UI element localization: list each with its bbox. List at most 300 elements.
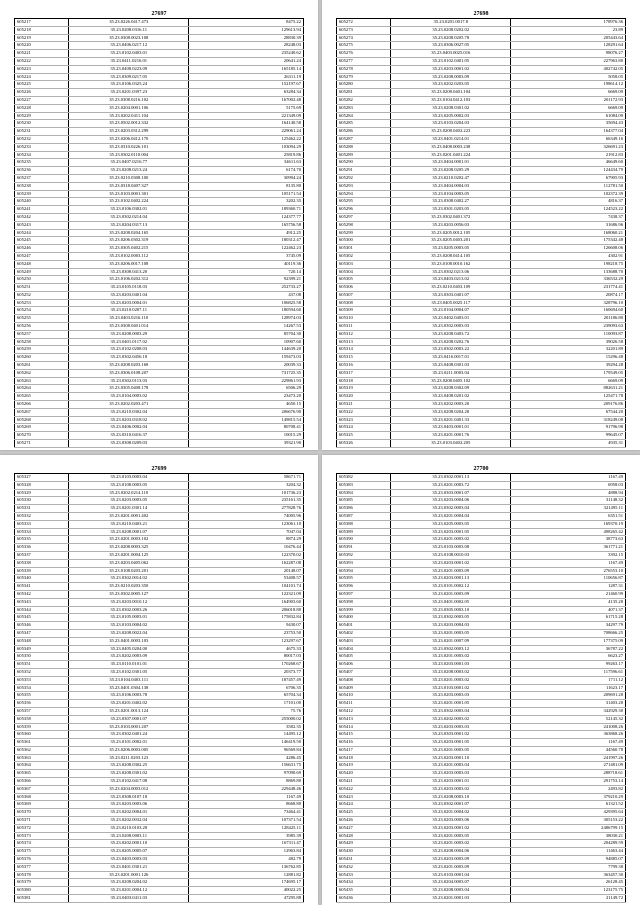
account-code-cell: 35.23.0201.0001.402: [69, 512, 189, 520]
amount-cell: 35694.43: [511, 120, 626, 128]
row-id-cell: 605313: [337, 338, 391, 346]
amount-cell: 164377.04: [511, 128, 626, 136]
account-code-cell: 35.23.0202.0001.10: [69, 840, 189, 848]
amount-cell: 5058.05: [511, 73, 626, 81]
row-id-cell: 605358: [15, 715, 69, 723]
amount-cell: 882631.21: [511, 385, 626, 393]
table-row: [337, 50, 626, 58]
amount-cell: 14267.53: [189, 323, 304, 331]
account-code-cell: 35.23.0306.0108.207: [69, 369, 189, 377]
table-row: [15, 637, 304, 645]
row-id-cell: 605314: [337, 346, 391, 354]
table-row: [337, 369, 626, 377]
row-id-cell: 605300: [337, 237, 391, 245]
table-row: [15, 622, 304, 630]
account-code-cell: 35.23.0303.0001.07: [391, 489, 511, 497]
row-id-cell: 605359: [15, 723, 69, 731]
row-id-cell: 605228: [15, 104, 69, 112]
row-id-cell: 605272: [337, 19, 391, 27]
row-id-cell: 605376: [15, 856, 69, 864]
row-id-cell: 605428: [337, 832, 391, 840]
amount-cell: 6174.70: [189, 167, 304, 175]
table-row: [337, 362, 626, 370]
table-row: [15, 143, 304, 151]
account-code-cell: 35.23.0302.0401.372: [391, 213, 511, 221]
table-row: [15, 323, 304, 331]
row-id-cell: 605429: [337, 840, 391, 848]
table-row: [15, 723, 304, 731]
table-row: [15, 151, 304, 159]
amount-cell: 198218.75: [511, 260, 626, 268]
account-code-cell: 35.23.0302.0003.05: [391, 614, 511, 622]
row-id-cell: 605400: [337, 614, 391, 622]
table-row: [15, 424, 304, 432]
row-id-cell: 605242: [15, 213, 69, 221]
row-id-cell: 605373: [15, 832, 69, 840]
row-id-cell: 605386: [337, 505, 391, 513]
amount-cell: 165756.58: [189, 221, 304, 229]
row-id-cell: 605362: [15, 746, 69, 754]
table-row: [337, 174, 626, 182]
account-code-cell: 35.23.0203.0003.03: [391, 723, 511, 731]
account-code-cell: 35.23.0203.0318.02: [69, 416, 189, 424]
row-id-cell: 605265: [15, 393, 69, 401]
row-id-cell: 605245: [15, 237, 69, 245]
account-code-cell: 35.23.0302.0110.004: [69, 151, 189, 159]
amount-cell: 102372.39: [511, 190, 626, 198]
account-code-cell: 35.23.0406.0002.04: [69, 424, 189, 432]
table-row: [15, 229, 304, 237]
amount-cell: 10476.44: [189, 544, 304, 552]
account-code-cell: 35.23.0206.0302.319: [69, 237, 189, 245]
account-code-cell: 35.23.0203.0001.10: [391, 754, 511, 762]
amount-cell: 110656.87: [511, 575, 626, 583]
amount-cell: 99263.17: [511, 661, 626, 669]
row-id-cell: 605276: [337, 50, 391, 58]
table-row: [15, 528, 304, 536]
table-row: [15, 871, 304, 879]
amount-cell: 209691.28: [511, 692, 626, 700]
account-code-cell: 35.23.0308.0413.20: [69, 268, 189, 276]
amount-cell: 20874.17: [511, 291, 626, 299]
row-id-cell: 605421: [337, 778, 391, 786]
account-code-cell: 35.23.0403.0216.110: [69, 315, 189, 323]
table-row: [337, 544, 626, 552]
table-row: [15, 583, 304, 591]
table-row: [337, 474, 626, 482]
amount-cell: 221349.09: [189, 112, 304, 120]
row-id-cell: 605369: [15, 801, 69, 809]
ledger-sheet: [336, 465, 626, 903]
account-code-cell: 35.23.0103.0402.205: [391, 440, 511, 448]
table-row: [15, 307, 304, 315]
table-row: [15, 167, 304, 175]
amount-cell: 169370.19: [511, 520, 626, 528]
row-id-cell: 605343: [15, 598, 69, 606]
account-code-cell: 35.23.0208.0204.02: [69, 879, 189, 887]
account-code-cell: 35.23.0310.0416.37: [69, 432, 189, 440]
amount-cell: 85704.30: [189, 330, 304, 338]
account-code-cell: 35.23.0401.0214.01: [391, 135, 511, 143]
amount-cell: 4935.31: [511, 440, 626, 448]
row-id-cell: 605296: [337, 206, 391, 214]
amount-cell: 160694.60: [511, 307, 626, 315]
amount-cell: 429395.64: [511, 809, 626, 817]
row-id-cell: 605234: [15, 151, 69, 159]
table-row: [15, 221, 304, 229]
account-code-cell: 35.23.0202.0003.20: [391, 401, 511, 409]
amount-cell: 67544.20: [511, 408, 626, 416]
table-row: [337, 676, 626, 684]
account-code-cell: 35.23.0302.0214.04: [69, 213, 189, 221]
account-code-cell: 35.23.0302.0003.04: [391, 505, 511, 513]
row-id-cell: 605253: [15, 299, 69, 307]
table-row: [337, 252, 626, 260]
amount-cell: 21460.99: [511, 590, 626, 598]
row-id-cell: 605271: [15, 440, 69, 448]
row-id-cell: 605387: [337, 512, 391, 520]
ledger-table: [14, 18, 304, 448]
amount-cell: 164140.58: [189, 120, 304, 128]
table-row: [337, 440, 626, 448]
account-code-cell: 35.23.0201.0007.09: [391, 637, 511, 645]
amount-cell: 4135.28: [511, 598, 626, 606]
table-row: [15, 73, 304, 81]
table-row: [337, 221, 626, 229]
amount-cell: 101736.23: [189, 489, 304, 497]
row-id-cell: 605420: [337, 770, 391, 778]
table-row: [337, 65, 626, 73]
row-id-cell: 605419: [337, 762, 391, 770]
account-code-cell: 35.23.0204.0003.012: [69, 785, 189, 793]
amount-cell: 4071.37: [511, 606, 626, 614]
table-row: [337, 824, 626, 832]
account-code-cell: 35.23.0201.0001.05: [391, 700, 511, 708]
row-id-cell: 605410: [337, 692, 391, 700]
table-row: [337, 497, 626, 505]
row-id-cell: 605259: [15, 346, 69, 354]
account-code-cell: 35.23.0305.0402.215: [69, 245, 189, 253]
amount-cell: 80017.03: [189, 653, 304, 661]
table-row: [15, 284, 304, 292]
account-code-cell: 35.23.0305.0003.10: [391, 606, 511, 614]
table-row: [337, 401, 626, 409]
account-code-cell: 35.23.0308.0023.108: [69, 34, 189, 42]
row-id-cell: 605409: [337, 684, 391, 692]
account-code-cell: 35.23.0204.0317.13: [69, 221, 189, 229]
account-code-cell: 35.23.0208.0301.02: [391, 104, 511, 112]
row-id-cell: 605333: [15, 520, 69, 528]
table-row: [337, 57, 626, 65]
row-id-cell: 605383: [337, 481, 391, 489]
table-row: [337, 135, 626, 143]
account-code-cell: 35.23.0203.0312.299: [69, 128, 189, 136]
table-row: [15, 198, 304, 206]
account-code-cell: 35.23.0106.0325.24: [69, 81, 189, 89]
account-code-cell: 35.23.0205.0002.03: [391, 112, 511, 120]
row-id-cell: 605336: [15, 544, 69, 552]
amount-cell: 1167.49: [511, 474, 626, 482]
account-code-cell: 35.23.0302.0456.18: [69, 354, 189, 362]
account-code-cell: 35.23.0403.0003.03: [69, 856, 189, 864]
amount-cell: 178976.36: [511, 19, 626, 27]
table-row: [337, 206, 626, 214]
amount-cell: 6958.03: [511, 481, 626, 489]
row-id-cell: 605375: [15, 848, 69, 856]
amount-cell: 8475.22: [189, 19, 304, 27]
amount-cell: 167002.48: [189, 96, 304, 104]
amount-cell: 17101.00: [189, 700, 304, 708]
account-code-cell: 35.23.0201.0003.102: [69, 536, 189, 544]
amount-cell: 125462.22: [189, 135, 304, 143]
amount-cell: 288718.61: [511, 770, 626, 778]
row-id-cell: 605324: [337, 424, 391, 432]
table-row: [337, 323, 626, 331]
table-row: [337, 762, 626, 770]
row-id-cell: 605225: [15, 81, 69, 89]
table-row: [337, 559, 626, 567]
row-id-cell: 605407: [337, 668, 391, 676]
amount-cell: 123061.10: [189, 520, 304, 528]
table-row: [15, 276, 304, 284]
row-id-cell: 605238: [15, 182, 69, 190]
row-id-cell: 605251: [15, 284, 69, 292]
account-code-cell: 35.23.0407.0216.77: [69, 159, 189, 167]
amount-cell: 99645.07: [511, 432, 626, 440]
amount-cell: 361771.21: [511, 544, 626, 552]
account-code-cell: 35.23.0211.0203.123: [69, 754, 189, 762]
account-code-cell: 35.23.0208.0301.02: [69, 770, 189, 778]
row-id-cell: 605288: [337, 143, 391, 151]
table-row: [337, 606, 626, 614]
account-code-cell: 35.23.0210.0302.04: [69, 408, 189, 416]
row-id-cell: 605411: [337, 700, 391, 708]
table-row: [337, 198, 626, 206]
row-id-cell: 605287: [337, 135, 391, 143]
table-row: [337, 213, 626, 221]
row-id-cell: 605424: [337, 801, 391, 809]
table-row: [337, 424, 626, 432]
row-id-cell: 605370: [15, 809, 69, 817]
row-id-cell: 605403: [337, 637, 391, 645]
row-id-cell: 605266: [15, 401, 69, 409]
table-row: [15, 174, 304, 182]
amount-cell: 7438.37: [511, 213, 626, 221]
amount-cell: 3392.15: [511, 551, 626, 559]
amount-cell: 39321.90: [189, 440, 304, 448]
amount-cell: 1711.12: [511, 676, 626, 684]
table-row: [15, 440, 304, 448]
table-row: [15, 512, 304, 520]
table-row: [337, 809, 626, 817]
row-id-cell: 605348: [15, 637, 69, 645]
table-row: [15, 481, 304, 489]
table-row: [337, 19, 626, 27]
account-code-cell: 35.23.0203.0003.02: [391, 785, 511, 793]
amount-cell: 209176.86: [511, 401, 626, 409]
amount-cell: 146419.50: [189, 739, 304, 747]
amount-cell: 61321.52: [511, 801, 626, 809]
account-code-cell: 35.23.0110.0101.01: [69, 661, 189, 669]
row-id-cell: 605344: [15, 606, 69, 614]
table-row: [15, 497, 304, 505]
row-id-cell: 605435: [337, 887, 391, 895]
table-row: [15, 895, 304, 903]
table-row: [337, 700, 626, 708]
account-code-cell: 35.23.0202.0004.01: [69, 809, 189, 817]
table-row: [337, 684, 626, 692]
row-id-cell: 605381: [15, 895, 69, 903]
table-row: [15, 707, 304, 715]
account-code-cell: 35.23.0201.0003.02: [391, 536, 511, 544]
account-code-cell: 35.23.0203.0003.06: [69, 801, 189, 809]
amount-cell: 25819.86: [189, 151, 304, 159]
account-code-cell: 35.23.0403.0001.01: [391, 424, 511, 432]
amount-cell: 6351.51: [511, 512, 626, 520]
account-code-cell: 35.23.0201.0003.04: [391, 762, 511, 770]
account-code-cell: 35.23.0208.0213.24: [69, 167, 189, 175]
table-row: [337, 104, 626, 112]
table-row: [15, 213, 304, 221]
amount-cell: 52145.32: [511, 715, 626, 723]
account-code-cell: 35.23.0302.0005.127: [69, 590, 189, 598]
row-id-cell: 605405: [337, 653, 391, 661]
row-id-cell: 605257: [15, 330, 69, 338]
table-row: [15, 715, 304, 723]
table-row: [337, 408, 626, 416]
amount-cell: 80708.41: [189, 424, 304, 432]
table-row: [15, 567, 304, 575]
account-code-cell: 35.23.0208.0022.04: [69, 629, 189, 637]
row-id-cell: 605338: [15, 559, 69, 567]
table-row: [15, 393, 304, 401]
row-id-cell: 605325: [337, 432, 391, 440]
row-id-cell: 605277: [337, 57, 391, 65]
amount-cell: 1167.49: [511, 739, 626, 747]
account-code-cell: 35.23.0201.0003.09: [391, 567, 511, 575]
row-id-cell: 605355: [15, 692, 69, 700]
account-code-cell: 35.23.0302.0003.22: [391, 346, 511, 354]
table-row: [337, 575, 626, 583]
account-code-cell: 35.23.0104.0403.111: [69, 676, 189, 684]
account-code-cell: 35.23.0201.0401.33: [391, 416, 511, 424]
row-id-cell: 605347: [15, 629, 69, 637]
row-id-cell: 605353: [15, 676, 69, 684]
account-code-cell: 35.23.0101.0002.12: [391, 583, 511, 591]
table-row: [15, 346, 304, 354]
row-id-cell: 605339: [15, 567, 69, 575]
row-id-cell: 605298: [337, 221, 391, 229]
row-id-cell: 605254: [15, 307, 69, 315]
row-id-cell: 605294: [337, 190, 391, 198]
table-row: [337, 151, 626, 159]
account-code-cell: 35.23.0104.0412.103: [391, 96, 511, 104]
account-code-cell: 35.23.0208.0204.165: [69, 229, 189, 237]
amount-cell: 342929.30: [511, 707, 626, 715]
account-code-cell: 35.23.0302.0003.04: [391, 707, 511, 715]
row-id-cell: 605360: [15, 731, 69, 739]
row-id-cell: 605329: [15, 489, 69, 497]
table-row: [15, 879, 304, 887]
row-id-cell: 605306: [337, 284, 391, 292]
account-code-cell: 35.23.0203.0001.02: [391, 824, 511, 832]
amount-cell: 26128.45: [511, 879, 626, 887]
account-code-cell: 35.23.0308.0209.03: [69, 440, 189, 448]
account-code-cell: 35.23.0404.0001.01: [391, 159, 511, 167]
amount-cell: 708666.25: [511, 629, 626, 637]
amount-cell: 28830.39: [189, 34, 304, 42]
account-code-cell: 35.23.0103.0001.04: [391, 871, 511, 879]
row-id-cell: 605235: [15, 159, 69, 167]
amount-cell: 11623.17: [511, 684, 626, 692]
table-row: [15, 57, 304, 65]
amount-cell: 39294.28: [511, 362, 626, 370]
amount-cell: 91796.98: [511, 424, 626, 432]
amount-cell: 3582.35: [189, 723, 304, 731]
row-id-cell: 605218: [15, 26, 69, 34]
account-code-cell: 35.23.0404.0004.03: [391, 182, 511, 190]
table-row: [15, 551, 304, 559]
amount-cell: 12963.84: [189, 848, 304, 856]
table-row: [15, 330, 304, 338]
table-row: [15, 81, 304, 89]
row-id-cell: 605408: [337, 676, 391, 684]
account-code-cell: 35.23.0210.0203.350: [69, 583, 189, 591]
table-row: [15, 520, 304, 528]
row-id-cell: 605308: [337, 299, 391, 307]
row-id-cell: 605418: [337, 754, 391, 762]
row-id-cell: 605328: [15, 481, 69, 489]
amount-cell: 106825.58: [189, 299, 304, 307]
amount-cell: 38773.63: [511, 536, 626, 544]
row-id-cell: 605285: [337, 120, 391, 128]
table-row: [337, 567, 626, 575]
amount-cell: 5175.69: [189, 104, 304, 112]
account-code-cell: 35.23.0201.0003.05: [391, 629, 511, 637]
amount-cell: 20373.77: [189, 668, 304, 676]
row-id-cell: 605378: [15, 871, 69, 879]
account-code-cell: 35.23.0302.0003.12: [391, 645, 511, 653]
account-code-cell: 35.23.0402.0403.01: [391, 315, 511, 323]
table-row: [337, 42, 626, 50]
row-id-cell: 605223: [15, 65, 69, 73]
amount-cell: 2486799.15: [511, 824, 626, 832]
amount-cell: 6669.09: [511, 377, 626, 385]
account-code-cell: 35.23.0208.0204.28: [391, 408, 511, 416]
account-code-cell: 35.23.0104.0004.07: [391, 307, 511, 315]
amount-cell: 133688.70: [511, 268, 626, 276]
account-code-cell: 35.23.0208.0402.223: [391, 128, 511, 136]
table-row: [337, 863, 626, 871]
account-code-cell: 35.23.0302.0001.07: [391, 801, 511, 809]
row-id-cell: 605423: [337, 793, 391, 801]
table-row: [337, 512, 626, 520]
table-row: [337, 505, 626, 513]
row-id-cell: 605250: [15, 276, 69, 284]
table-row: [337, 307, 626, 315]
row-id-cell: 605315: [337, 354, 391, 362]
amount-cell: 10907.60: [189, 338, 304, 346]
table-row: [337, 346, 626, 354]
table-row: [337, 817, 626, 825]
table-row: [337, 723, 626, 731]
amount-cell: 4286.45: [189, 754, 304, 762]
row-id-cell: 605379: [15, 879, 69, 887]
account-code-cell: 35.23.0105.0118.03: [69, 284, 189, 292]
amount-cell: 175342.48: [511, 237, 626, 245]
account-code-cell: 35.23.0203.0001.03: [391, 661, 511, 669]
row-id-cell: 605312: [337, 330, 391, 338]
